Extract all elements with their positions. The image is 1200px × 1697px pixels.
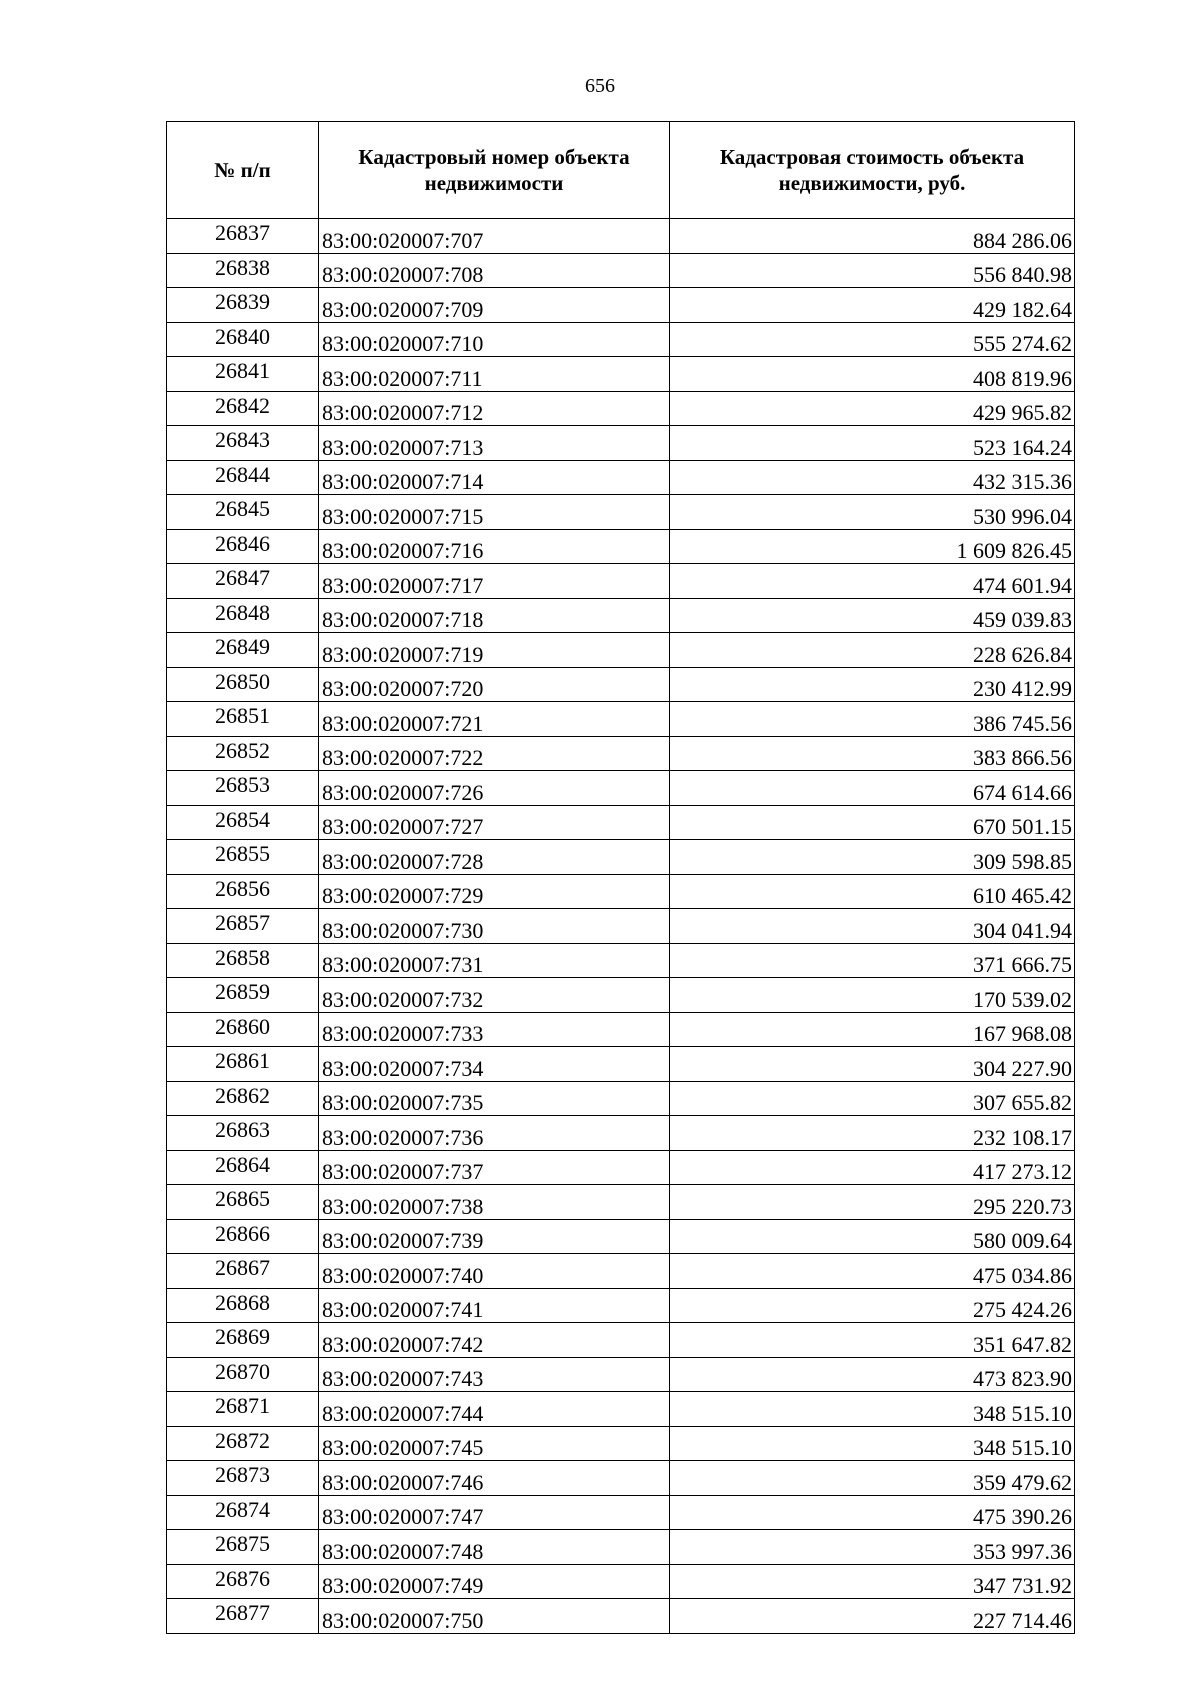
cadastral-value: 459 039.83 bbox=[670, 598, 1075, 633]
cadastral-value: 429 182.64 bbox=[670, 288, 1075, 323]
row-number: 26848 bbox=[167, 598, 319, 633]
row-number: 26860 bbox=[167, 1012, 319, 1047]
cadastral-number: 83:00:020007:742 bbox=[319, 1323, 670, 1358]
table-row bbox=[167, 1012, 1075, 1047]
table-row bbox=[167, 1116, 1075, 1151]
header-cadastral-value: Кадастровая стоимость объекта недвижимости, руб. bbox=[670, 122, 1075, 219]
row-number: 26853 bbox=[167, 771, 319, 806]
row-number: 26858 bbox=[167, 943, 319, 978]
row-number: 26856 bbox=[167, 874, 319, 909]
row-number: 26852 bbox=[167, 736, 319, 771]
cadastral-number: 83:00:020007:735 bbox=[319, 1081, 670, 1116]
table-row bbox=[167, 633, 1075, 668]
row-number: 26840 bbox=[167, 322, 319, 357]
cadastral-value: 359 479.62 bbox=[670, 1461, 1075, 1496]
row-number: 26855 bbox=[167, 840, 319, 875]
cadastral-number: 83:00:020007:730 bbox=[319, 909, 670, 944]
table-row bbox=[167, 1150, 1075, 1185]
cadastral-number: 83:00:020007:727 bbox=[319, 805, 670, 840]
cadastral-value: 429 965.82 bbox=[670, 391, 1075, 426]
row-number: 26872 bbox=[167, 1426, 319, 1461]
row-number: 26876 bbox=[167, 1564, 319, 1599]
row-number: 26862 bbox=[167, 1081, 319, 1116]
row-number: 26873 bbox=[167, 1461, 319, 1496]
row-number: 26838 bbox=[167, 253, 319, 288]
row-number: 26846 bbox=[167, 529, 319, 564]
cadastral-number: 83:00:020007:738 bbox=[319, 1185, 670, 1220]
cadastral-value: 610 465.42 bbox=[670, 874, 1075, 909]
table-body bbox=[167, 219, 1075, 1634]
cadastral-number: 83:00:020007:726 bbox=[319, 771, 670, 806]
row-number: 26864 bbox=[167, 1150, 319, 1185]
table-row bbox=[167, 874, 1075, 909]
row-number: 26854 bbox=[167, 805, 319, 840]
cadastral-number: 83:00:020007:728 bbox=[319, 840, 670, 875]
cadastral-number: 83:00:020007:736 bbox=[319, 1116, 670, 1151]
cadastral-number: 83:00:020007:709 bbox=[319, 288, 670, 323]
cadastral-number: 83:00:020007:739 bbox=[319, 1219, 670, 1254]
row-number: 26839 bbox=[167, 288, 319, 323]
cadastral-number: 83:00:020007:714 bbox=[319, 460, 670, 495]
cadastral-number: 83:00:020007:750 bbox=[319, 1599, 670, 1634]
cadastral-number: 83:00:020007:746 bbox=[319, 1461, 670, 1496]
row-number: 26863 bbox=[167, 1116, 319, 1151]
cadastral-value: 1 609 826.45 bbox=[670, 529, 1075, 564]
table-row bbox=[167, 1495, 1075, 1530]
cadastral-value: 228 626.84 bbox=[670, 633, 1075, 668]
table-row bbox=[167, 1564, 1075, 1599]
table-row bbox=[167, 598, 1075, 633]
cadastral-number: 83:00:020007:729 bbox=[319, 874, 670, 909]
table-row bbox=[167, 1185, 1075, 1220]
cadastral-number: 83:00:020007:716 bbox=[319, 529, 670, 564]
row-number: 26870 bbox=[167, 1357, 319, 1392]
cadastral-value: 383 866.56 bbox=[670, 736, 1075, 771]
cadastral-value: 348 515.10 bbox=[670, 1426, 1075, 1461]
cadastral-value: 473 823.90 bbox=[670, 1357, 1075, 1392]
table-row bbox=[167, 909, 1075, 944]
row-number: 26849 bbox=[167, 633, 319, 668]
cadastral-number: 83:00:020007:740 bbox=[319, 1254, 670, 1289]
cadastral-value: 555 274.62 bbox=[670, 322, 1075, 357]
page-number: 656 bbox=[585, 75, 615, 97]
cadastral-number: 83:00:020007:707 bbox=[319, 219, 670, 254]
cadastral-value: 309 598.85 bbox=[670, 840, 1075, 875]
cadastral-number: 83:00:020007:717 bbox=[319, 564, 670, 599]
row-number: 26857 bbox=[167, 909, 319, 944]
cadastral-number: 83:00:020007:744 bbox=[319, 1392, 670, 1427]
cadastral-value: 167 968.08 bbox=[670, 1012, 1075, 1047]
cadastral-value: 432 315.36 bbox=[670, 460, 1075, 495]
table-row bbox=[167, 1081, 1075, 1116]
cadastral-value: 351 647.82 bbox=[670, 1323, 1075, 1358]
row-number: 26865 bbox=[167, 1185, 319, 1220]
cadastral-value: 523 164.24 bbox=[670, 426, 1075, 461]
cadastral-number: 83:00:020007:719 bbox=[319, 633, 670, 668]
row-number: 26874 bbox=[167, 1495, 319, 1530]
table-row bbox=[167, 1392, 1075, 1427]
row-number: 26847 bbox=[167, 564, 319, 599]
cadastral-number: 83:00:020007:743 bbox=[319, 1357, 670, 1392]
table-row bbox=[167, 1357, 1075, 1392]
cadastral-value: 884 286.06 bbox=[670, 219, 1075, 254]
cadastral-value: 227 714.46 bbox=[670, 1599, 1075, 1634]
row-number: 26866 bbox=[167, 1219, 319, 1254]
cadastral-value: 347 731.92 bbox=[670, 1564, 1075, 1599]
cadastral-value: 530 996.04 bbox=[670, 495, 1075, 530]
cadastral-value: 386 745.56 bbox=[670, 702, 1075, 737]
table-row bbox=[167, 1254, 1075, 1289]
table-row bbox=[167, 564, 1075, 599]
cadastral-value: 353 997.36 bbox=[670, 1530, 1075, 1565]
cadastral-number: 83:00:020007:713 bbox=[319, 426, 670, 461]
table-row bbox=[167, 667, 1075, 702]
table-row bbox=[167, 219, 1075, 254]
cadastral-value-table bbox=[166, 121, 1075, 1634]
cadastral-value: 230 412.99 bbox=[670, 667, 1075, 702]
table-row bbox=[167, 460, 1075, 495]
cadastral-number: 83:00:020007:715 bbox=[319, 495, 670, 530]
cadastral-value: 304 227.90 bbox=[670, 1047, 1075, 1082]
cadastral-value: 670 501.15 bbox=[670, 805, 1075, 840]
table-row bbox=[167, 840, 1075, 875]
cadastral-value: 556 840.98 bbox=[670, 253, 1075, 288]
cadastral-value: 348 515.10 bbox=[670, 1392, 1075, 1427]
cadastral-number: 83:00:020007:731 bbox=[319, 943, 670, 978]
table-row bbox=[167, 978, 1075, 1013]
cadastral-value: 371 666.75 bbox=[670, 943, 1075, 978]
cadastral-value: 408 819.96 bbox=[670, 357, 1075, 392]
table-row bbox=[167, 1599, 1075, 1634]
row-number: 26871 bbox=[167, 1392, 319, 1427]
cadastral-value: 295 220.73 bbox=[670, 1185, 1075, 1220]
header-row-number: № п/п bbox=[167, 122, 319, 219]
row-number: 26850 bbox=[167, 667, 319, 702]
cadastral-number: 83:00:020007:711 bbox=[319, 357, 670, 392]
cadastral-number: 83:00:020007:720 bbox=[319, 667, 670, 702]
table-row bbox=[167, 1323, 1075, 1358]
cadastral-number: 83:00:020007:749 bbox=[319, 1564, 670, 1599]
cadastral-value: 474 601.94 bbox=[670, 564, 1075, 599]
table-header bbox=[167, 122, 1075, 219]
table-row bbox=[167, 771, 1075, 806]
cadastral-number: 83:00:020007:722 bbox=[319, 736, 670, 771]
table-row bbox=[167, 357, 1075, 392]
cadastral-value: 580 009.64 bbox=[670, 1219, 1075, 1254]
table-row bbox=[167, 1288, 1075, 1323]
cadastral-number: 83:00:020007:733 bbox=[319, 1012, 670, 1047]
table-row bbox=[167, 529, 1075, 564]
row-number: 26875 bbox=[167, 1530, 319, 1565]
cadastral-number: 83:00:020007:708 bbox=[319, 253, 670, 288]
header-cadastral-number: Кадастровый номер объекта недвижимости bbox=[319, 122, 670, 219]
table-row bbox=[167, 322, 1075, 357]
cadastral-number: 83:00:020007:710 bbox=[319, 322, 670, 357]
table-row bbox=[167, 1219, 1075, 1254]
cadastral-value: 170 539.02 bbox=[670, 978, 1075, 1013]
table-row bbox=[167, 288, 1075, 323]
cadastral-value: 275 424.26 bbox=[670, 1288, 1075, 1323]
row-number: 26844 bbox=[167, 460, 319, 495]
cadastral-value: 674 614.66 bbox=[670, 771, 1075, 806]
row-number: 26861 bbox=[167, 1047, 319, 1082]
cadastral-number: 83:00:020007:734 bbox=[319, 1047, 670, 1082]
table-row bbox=[167, 1047, 1075, 1082]
cadastral-value: 232 108.17 bbox=[670, 1116, 1075, 1151]
row-number: 26859 bbox=[167, 978, 319, 1013]
row-number: 26842 bbox=[167, 391, 319, 426]
cadastral-number: 83:00:020007:737 bbox=[319, 1150, 670, 1185]
row-number: 26837 bbox=[167, 219, 319, 254]
cadastral-number: 83:00:020007:741 bbox=[319, 1288, 670, 1323]
table-row bbox=[167, 702, 1075, 737]
cadastral-number: 83:00:020007:721 bbox=[319, 702, 670, 737]
cadastral-value: 475 034.86 bbox=[670, 1254, 1075, 1289]
table-row bbox=[167, 426, 1075, 461]
row-number: 26843 bbox=[167, 426, 319, 461]
table-row bbox=[167, 1530, 1075, 1565]
header-row bbox=[167, 122, 1075, 219]
row-number: 26851 bbox=[167, 702, 319, 737]
row-number: 26841 bbox=[167, 357, 319, 392]
cadastral-value: 475 390.26 bbox=[670, 1495, 1075, 1530]
row-number: 26845 bbox=[167, 495, 319, 530]
cadastral-value: 304 041.94 bbox=[670, 909, 1075, 944]
cadastral-number: 83:00:020007:718 bbox=[319, 598, 670, 633]
table-row bbox=[167, 1461, 1075, 1496]
cadastral-value: 307 655.82 bbox=[670, 1081, 1075, 1116]
table-row bbox=[167, 805, 1075, 840]
row-number: 26877 bbox=[167, 1599, 319, 1634]
row-number: 26868 bbox=[167, 1288, 319, 1323]
table-row bbox=[167, 391, 1075, 426]
table-row bbox=[167, 495, 1075, 530]
table-row bbox=[167, 736, 1075, 771]
table-row bbox=[167, 943, 1075, 978]
cadastral-number: 83:00:020007:747 bbox=[319, 1495, 670, 1530]
cadastral-number: 83:00:020007:745 bbox=[319, 1426, 670, 1461]
cadastral-value: 417 273.12 bbox=[670, 1150, 1075, 1185]
cadastral-number: 83:00:020007:732 bbox=[319, 978, 670, 1013]
table-row bbox=[167, 1426, 1075, 1461]
cadastral-number: 83:00:020007:748 bbox=[319, 1530, 670, 1565]
cadastral-number: 83:00:020007:712 bbox=[319, 391, 670, 426]
row-number: 26869 bbox=[167, 1323, 319, 1358]
table-row bbox=[167, 253, 1075, 288]
row-number: 26867 bbox=[167, 1254, 319, 1289]
